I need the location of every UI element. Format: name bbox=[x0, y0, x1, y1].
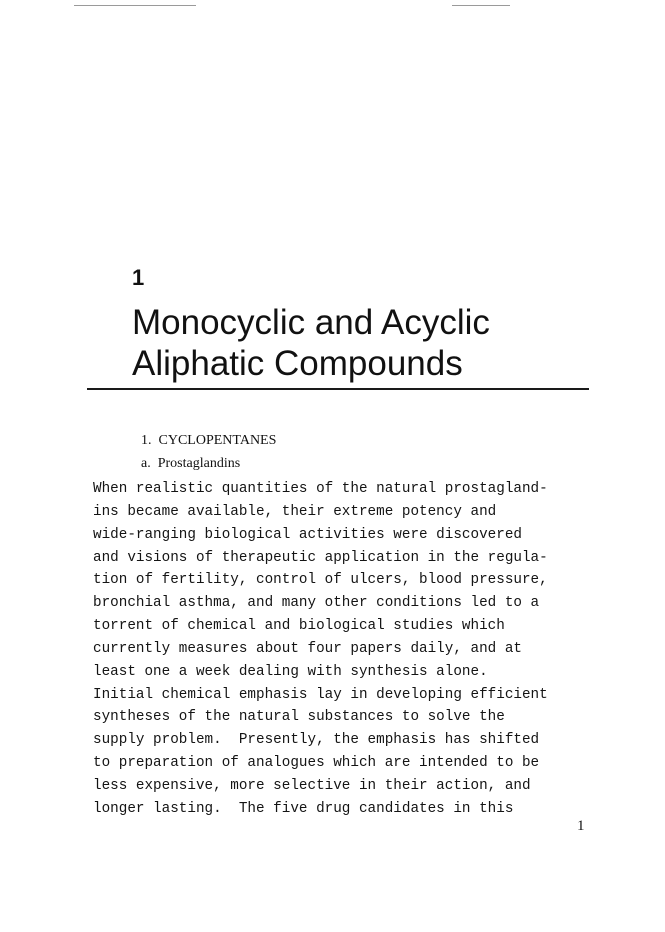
body-line: least one a week dealing with synthesis alone. bbox=[93, 663, 488, 680]
body-line: to preparation of analogues which are intended to be bbox=[93, 755, 540, 772]
body-line: torrent of chemical and biological studies which bbox=[93, 618, 505, 635]
scan-artifact-line bbox=[74, 5, 196, 6]
body-paragraph bbox=[93, 478, 593, 821]
body-line: and visions of therapeutic application in the regula- bbox=[93, 549, 548, 566]
body-line: tion of fertility, control of ulcers, blood pressure, bbox=[93, 572, 548, 589]
chapter-number: 1 bbox=[132, 265, 145, 290]
body-line: bronchial asthma, and many other conditions led to a bbox=[93, 595, 540, 612]
body-line: syntheses of the natural substances to solve the bbox=[93, 709, 505, 726]
body-line: Initial chemical emphasis lay in developing efficient bbox=[93, 686, 548, 703]
chapter-title-line: Aliphatic Compounds bbox=[132, 344, 463, 383]
chapter-title-line: Monocyclic and Acyclic bbox=[132, 303, 490, 342]
chapter-title bbox=[132, 302, 612, 384]
title-underline-rule bbox=[87, 388, 589, 390]
body-line: When realistic quantities of the natural prostagland- bbox=[93, 481, 548, 497]
body-line: supply problem. Presently, the emphasis has shifted bbox=[93, 732, 540, 749]
body-line: wide-ranging biological activities were discovered bbox=[93, 526, 522, 543]
scan-artifact-line bbox=[452, 5, 510, 6]
body-line: currently measures about four papers daily, and at bbox=[93, 640, 522, 657]
subsection-heading: a. Prostaglandins bbox=[141, 456, 241, 471]
page-number: 1 bbox=[577, 818, 585, 834]
body-line: less expensive, more selective in their action, and bbox=[93, 777, 531, 794]
body-line: longer lasting. The five drug candidates in this bbox=[93, 800, 514, 817]
body-line: ins became available, their extreme potency and bbox=[93, 503, 497, 520]
section-heading: 1. CYCLOPENTANES bbox=[141, 433, 277, 448]
